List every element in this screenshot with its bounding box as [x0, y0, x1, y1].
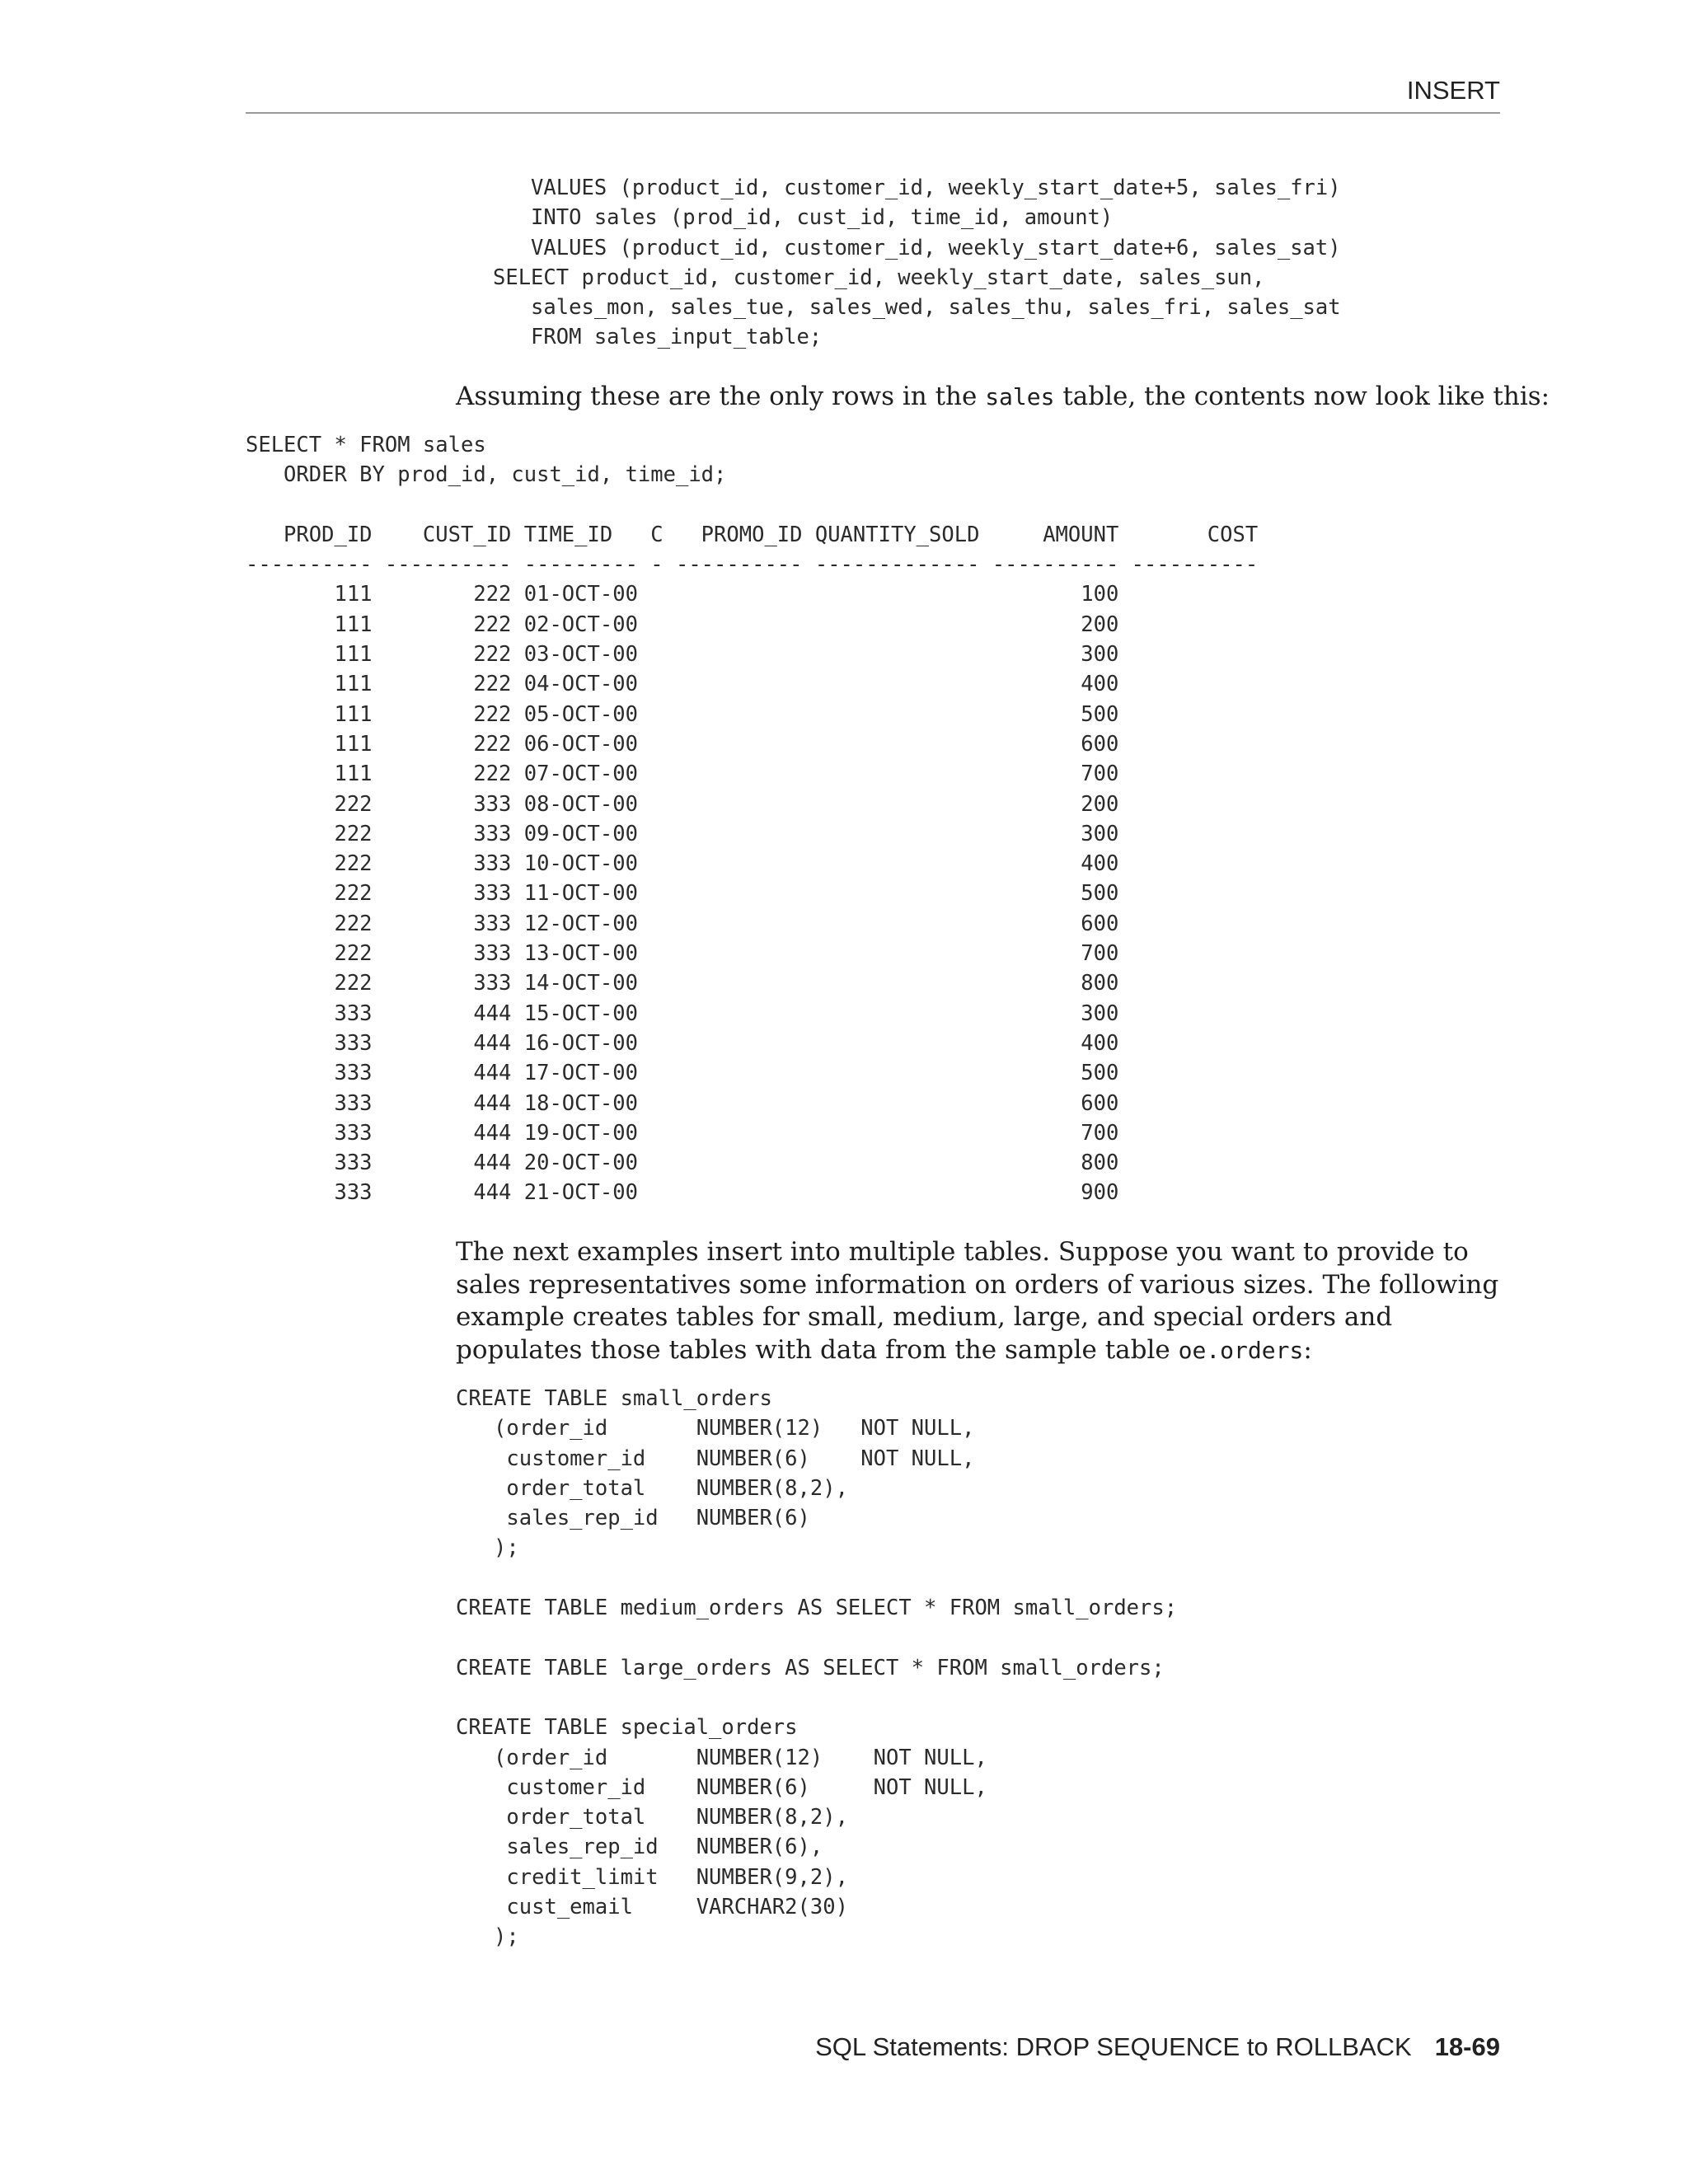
code-example-insert-tail: VALUES (product_id, customer_id, weekly_start_date+5, sales_fri) INTO sales (prod_id, cust_id, time_id, amount) VALUES (product_id, customer_id, weekly_start_date+6, sales_sat) SELECT product_id, customer_id, weekly_start_date, sales_sun, sales_mon, sales_tue, sales_wed, sales_thu, sales_fri, sales_sat FROM sales_input_table; [493, 176, 1341, 350]
code-example-select-output: SELECT * FROM sales ORDER BY prod_id, cust_id, time_id; PROD_ID CUST_ID TIME_ID C PROMO_ID QUANTITY_SOLD AMOUNT COST ---------- ---------- --------- - ---------- ------------- ---------- ---------- 111 222 01-OCT-00 100 111 222 02-OCT-00 200 111 222 03-OCT-00 300 111 222 04-OCT-00 400 111 222 05-OCT-00 500 111 222 06-OCT-00 600 111 222 07-OCT-00 700 222 333 08-OCT-00 200 222 333 09-OCT-00 300 222 333 10-OCT-00 400 222 333 11-OCT-00 500 222 333 12-OCT-00 600 222 333 13-OCT-00 700 222 333 14-OCT-00 800 333 444 15-OCT-00 300 333 444 16-OCT-00 400 333 444 17-OCT-00 500 333 444 18-OCT-00 600 333 444 19-OCT-00 700 333 444 20-OCT-00 800 333 444 21-OCT-00 900 [246, 433, 1259, 1206]
paragraph-sales-contents [456, 381, 1550, 414]
header-title: INSERT [1406, 76, 1500, 105]
code-example-create-tables: CREATE TABLE small_orders (order_id NUMBER(12) NOT NULL, customer_id NUMBER(6) NOT NULL, order_total NUMBER(8,2), sales_rep_id NUMBER(6) ); CREATE TABLE medium_orders AS SELECT * FROM small_orders; CREATE TABLE large_orders AS SELECT * FROM small_orders; CREATE TABLE special_orders (order_id NUMBER(12) NOT NULL, customer_id NUMBER(6) NOT NULL, order_total NUMBER(8,2), sales_rep_id NUMBER(6), credit_limit NUMBER(9,2), cust_email VARCHAR2(30) ); [456, 1386, 1178, 1950]
inline-code-oe-orders: oe.orders [1178, 1336, 1304, 1364]
running-header [246, 73, 1500, 114]
paragraph-text: The next examples insert into multiple tables. Suppose you want to provide to sales representatives some information on orders of various sizes. The following example creates tables for small, medium, large, and special orders and populates those tables with data from the sample table [456, 1237, 1499, 1365]
paragraph-text: Assuming these are the only rows in the [456, 382, 986, 411]
paragraph-text: : [1303, 1334, 1312, 1365]
page-number: 18-69 [1434, 2032, 1500, 2061]
footer-section-title: SQL Statements: DROP SEQUENCE to ROLLBACK [815, 2032, 1412, 2061]
paragraph-multitable-insert [456, 1236, 1503, 1366]
page-footer [815, 2029, 1500, 2065]
inline-code-sales: sales [985, 383, 1055, 410]
paragraph-text: table, the contents now look like this: [1054, 382, 1550, 411]
